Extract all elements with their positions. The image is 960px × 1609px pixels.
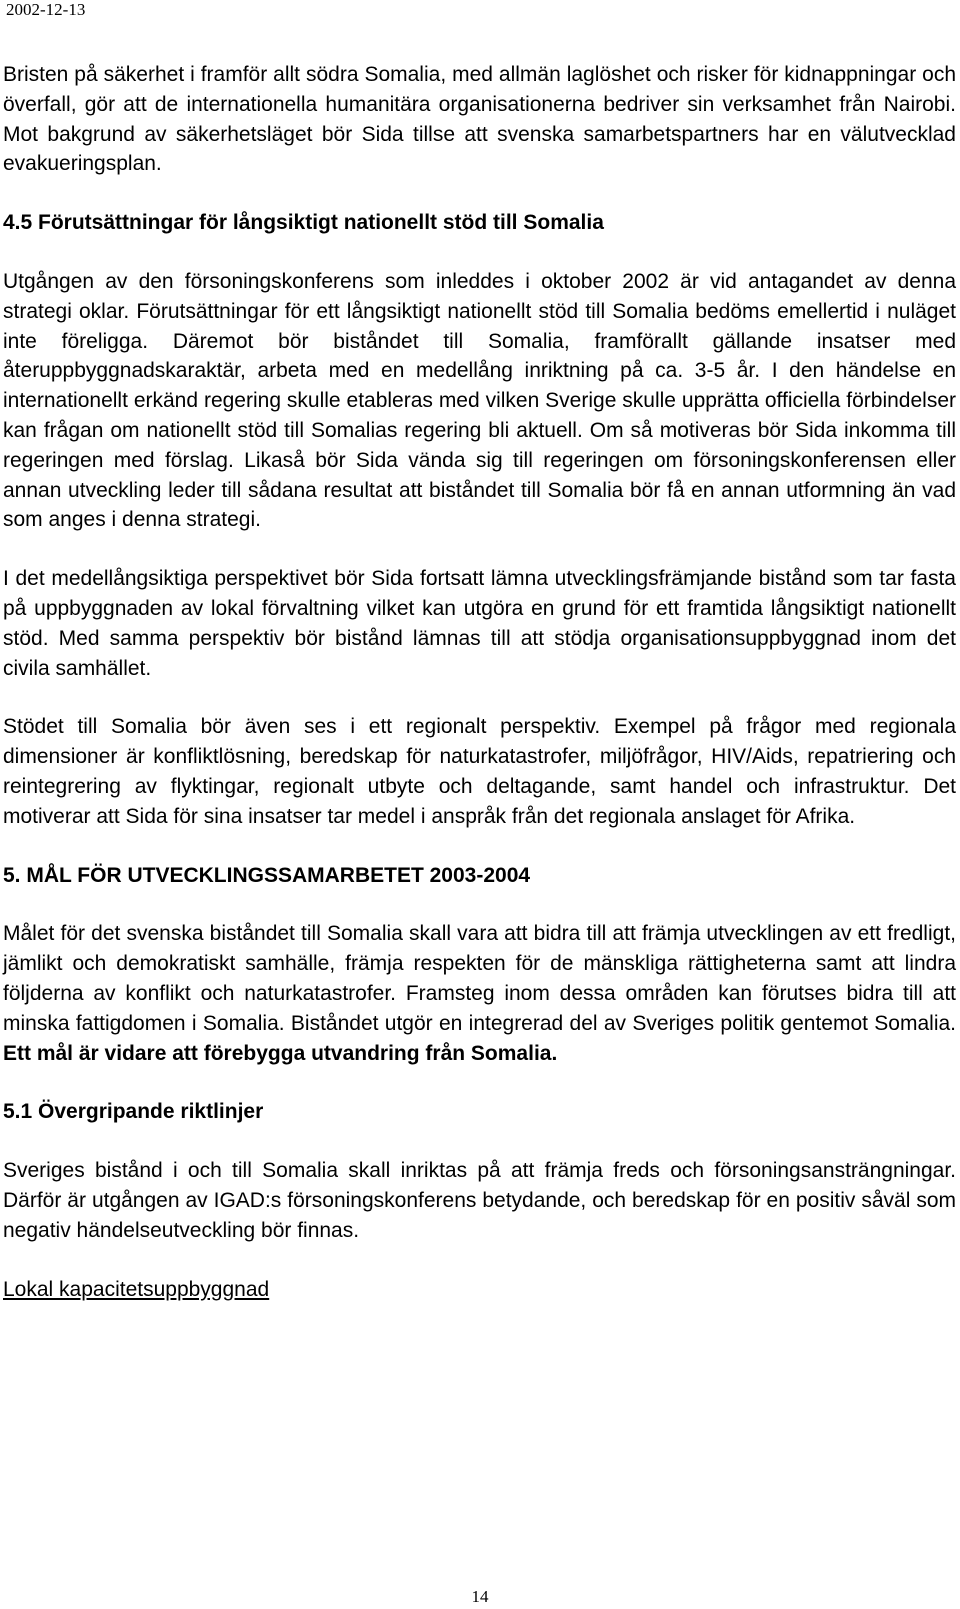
section-heading-5: 5. MÅL FÖR UTVECKLINGSSAMARBETET 2003-2004: [3, 863, 531, 887]
section-heading-4-5: 4.5 Förutsättningar för långsiktigt nationellt stöd till Somalia: [3, 211, 604, 235]
subheading-local-capacity: [3, 1275, 956, 1305]
header-date: 2002-12-13: [6, 0, 86, 19]
section-heading-5-1: 5.1 Övergripande riktlinjer: [3, 1100, 264, 1124]
paragraph-medium-term: I det medellångsiktiga perspektivet bör Sida fortsatt lämna utvecklingsfrämjande bistånd som tar fasta på uppbyggnaden av lokal förvaltning vilket kan utgöra en grund för ett framtida långsiktigt nationellt stöd. Med samma perspektiv bör bistånd lämnas till att stödja organisationsuppbyggnad inom det civila samhället.: [3, 567, 956, 680]
paragraph-regional: Stödet till Somalia bör även ses i ett regionalt perspektiv. Exempel på frågor med regionala dimensioner är konfliktlösning, beredskap för naturkatastrofer, miljöfrågor, HIV/Aids, repatriering och reintegrering av flyktingar, regionalt utbyte och deltagande, samt handel och infrastruktur. Det motiverar att Sida för sina insatser tar medel i anspråk från det regionala anslaget för Afrika.: [3, 715, 956, 828]
subheading-local-capacity-text: Lokal kapacitetsuppbyggnad: [3, 1277, 270, 1301]
goal-emphasis: Ett mål är vidare att förebygga utvandring från Somalia.: [3, 1041, 558, 1065]
paragraph-long-term-support: Utgången av den försoningskonferens som inleddes i oktober 2002 är vid antagandet av denna strategi oklar. Förutsättningar för ett långsiktigt nationellt stöd till Somalia bedöms emellertid i nuläget inte föreligga. Däremot bör biståndet till Somalia, framförallt gällande insatser med återuppbyggnadskaraktär, arbeta med en medellång inriktning på ca. 3-5 år. I den händelse en internationellt erkänd regering skulle etableras med vilken Sverige skulle upprätta officiella förbindelser kan frågan om nationellt stöd till Somalias regering bli aktuell. Om så motiveras bör Sida inkomma till regeringen med förslag. Likaså bör Sida vända sig till regeringen om försoningskonferensen eller annan utveckling leder till sådana resultat att biståndet till Somalia bör få en annan utformning än vad som anges i denna strategi.: [3, 269, 956, 532]
page-number: 14: [471, 1587, 489, 1606]
paragraph-goal: [3, 919, 956, 1068]
paragraph-security: Bristen på säkerhet i framför allt södra Somalia, med allmän laglöshet och risker för kidnappningar och överfall, gör att de internationella humanitära organisationerna bedriver sin verksamhet från Nairobi. Mot bakgrund av säkerhetsläget bör Sida tillse att svenska samarbetspartners har en välutvecklad evakueringsplan.: [3, 63, 956, 176]
paragraph-guidelines: Sveriges bistånd i och till Somalia skall inriktas på att främja freds och försoningsansträngningar. Därför är utgången av IGAD:s försoningskonferens betydande, och beredskap för en positiv såväl som negativ händelseutveckling bör finnas.: [3, 1159, 956, 1242]
document-body: [3, 60, 956, 1304]
goal-text: Målet för det svenska biståndet till Somalia skall vara att bidra till att främja utvecklingen av ett fredligt, jämlikt och demokratiskt samhälle, främja respekten för de mänskliga rättigheterna samt att lindra följderna av konflikt och naturkatastrofer. Framsteg inom dessa områden kan förutses bidra till att minska fattigdomen i Somalia. Biståndet utgör en integrerad del av Sveriges politik gentemot Somalia.: [3, 922, 956, 1035]
